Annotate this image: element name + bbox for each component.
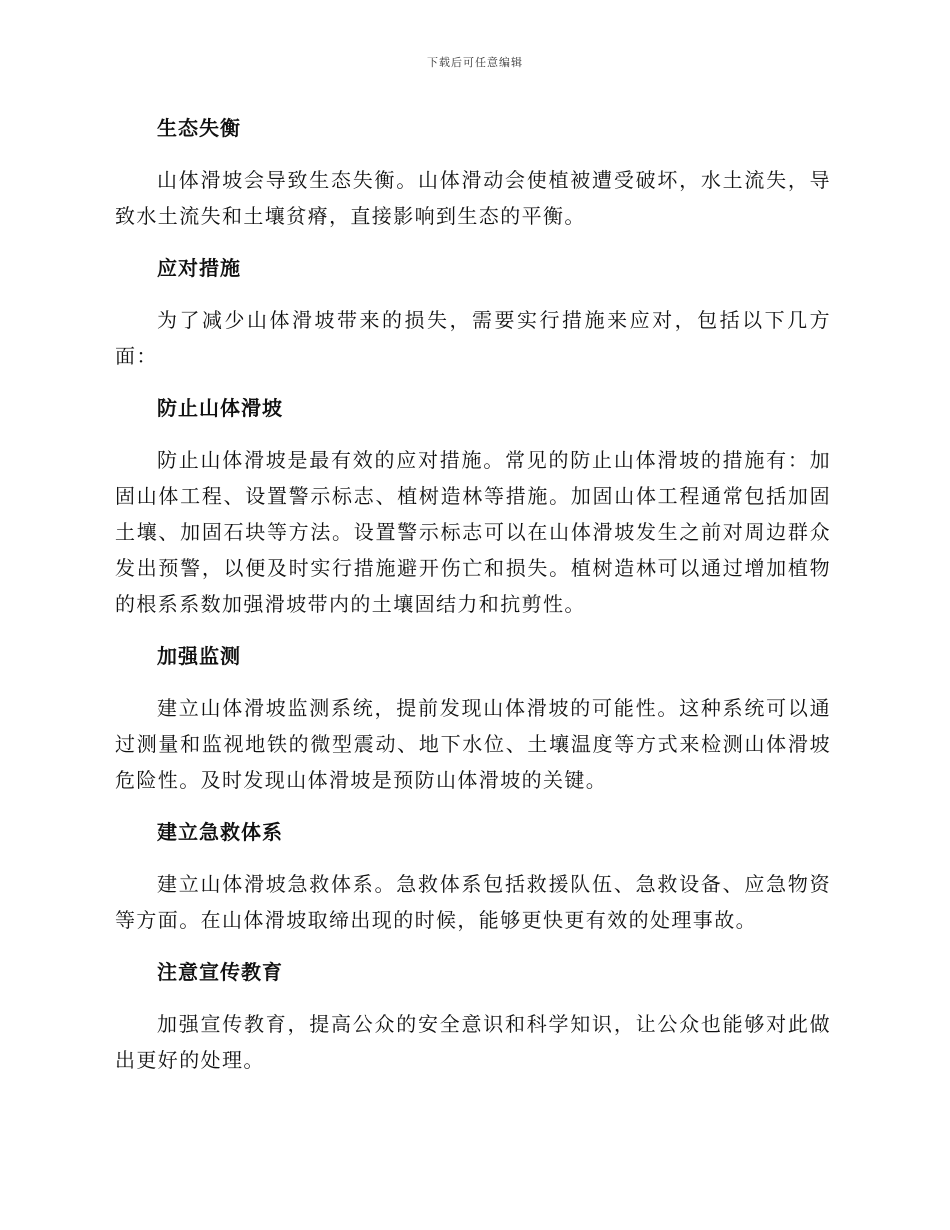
section-heading: 生态失衡 [157, 116, 241, 140]
section-paragraph: 建立山体滑坡监测系统，提前发现山体滑坡的可能性。这种系统可以通过测量和监视地铁的微型震动、地下水位、土壤温度等方式来检测山体滑坡危险性。及时发现山体滑坡是预防山体滑坡的关键。 [115, 696, 831, 792]
section-paragraph: 加强宣传教育，提高公众的安全意识和科学知识，让公众也能够对此做出更好的处理。 [115, 1012, 831, 1072]
section-heading: 防止山体滑坡 [157, 396, 283, 420]
section-heading: 加强监测 [157, 644, 241, 668]
section-heading: 注意宣传教育 [157, 960, 283, 984]
section-paragraph: 防止山体滑坡是最有效的应对措施。常见的防止山体滑坡的措施有：加固山体工程、设置警示标志、植树造林等措施。加固山体工程通常包括加固土壤、加固石块等方法。设置警示标志可以在山体滑坡发生之前对周边群众发出预警，以便及时实行措施避开伤亡和损失。植树造林可以通过增加植物的根系系数加强滑坡带内的土壤固结力和抗剪性。 [115, 448, 831, 616]
section-heading: 建立急救体系 [157, 820, 283, 844]
section-paragraph: 为了减少山体滑坡带来的损失，需要实行措施来应对，包括以下几方面： [115, 308, 831, 368]
section-paragraph: 建立山体滑坡急救体系。急救体系包括救援队伍、急救设备、应急物资等方面。在山体滑坡取缔出现的时候，能够更快更有效的处理事故。 [115, 872, 831, 932]
section-heading: 应对措施 [157, 256, 241, 280]
document-body [115, 110, 831, 1078]
section-paragraph: 山体滑坡会导致生态失衡。山体滑动会使植被遭受破坏，水土流失，导致水土流失和土壤贫瘠，直接影响到生态的平衡。 [115, 168, 831, 228]
page-header: 下载后可任意编辑 [427, 56, 523, 69]
